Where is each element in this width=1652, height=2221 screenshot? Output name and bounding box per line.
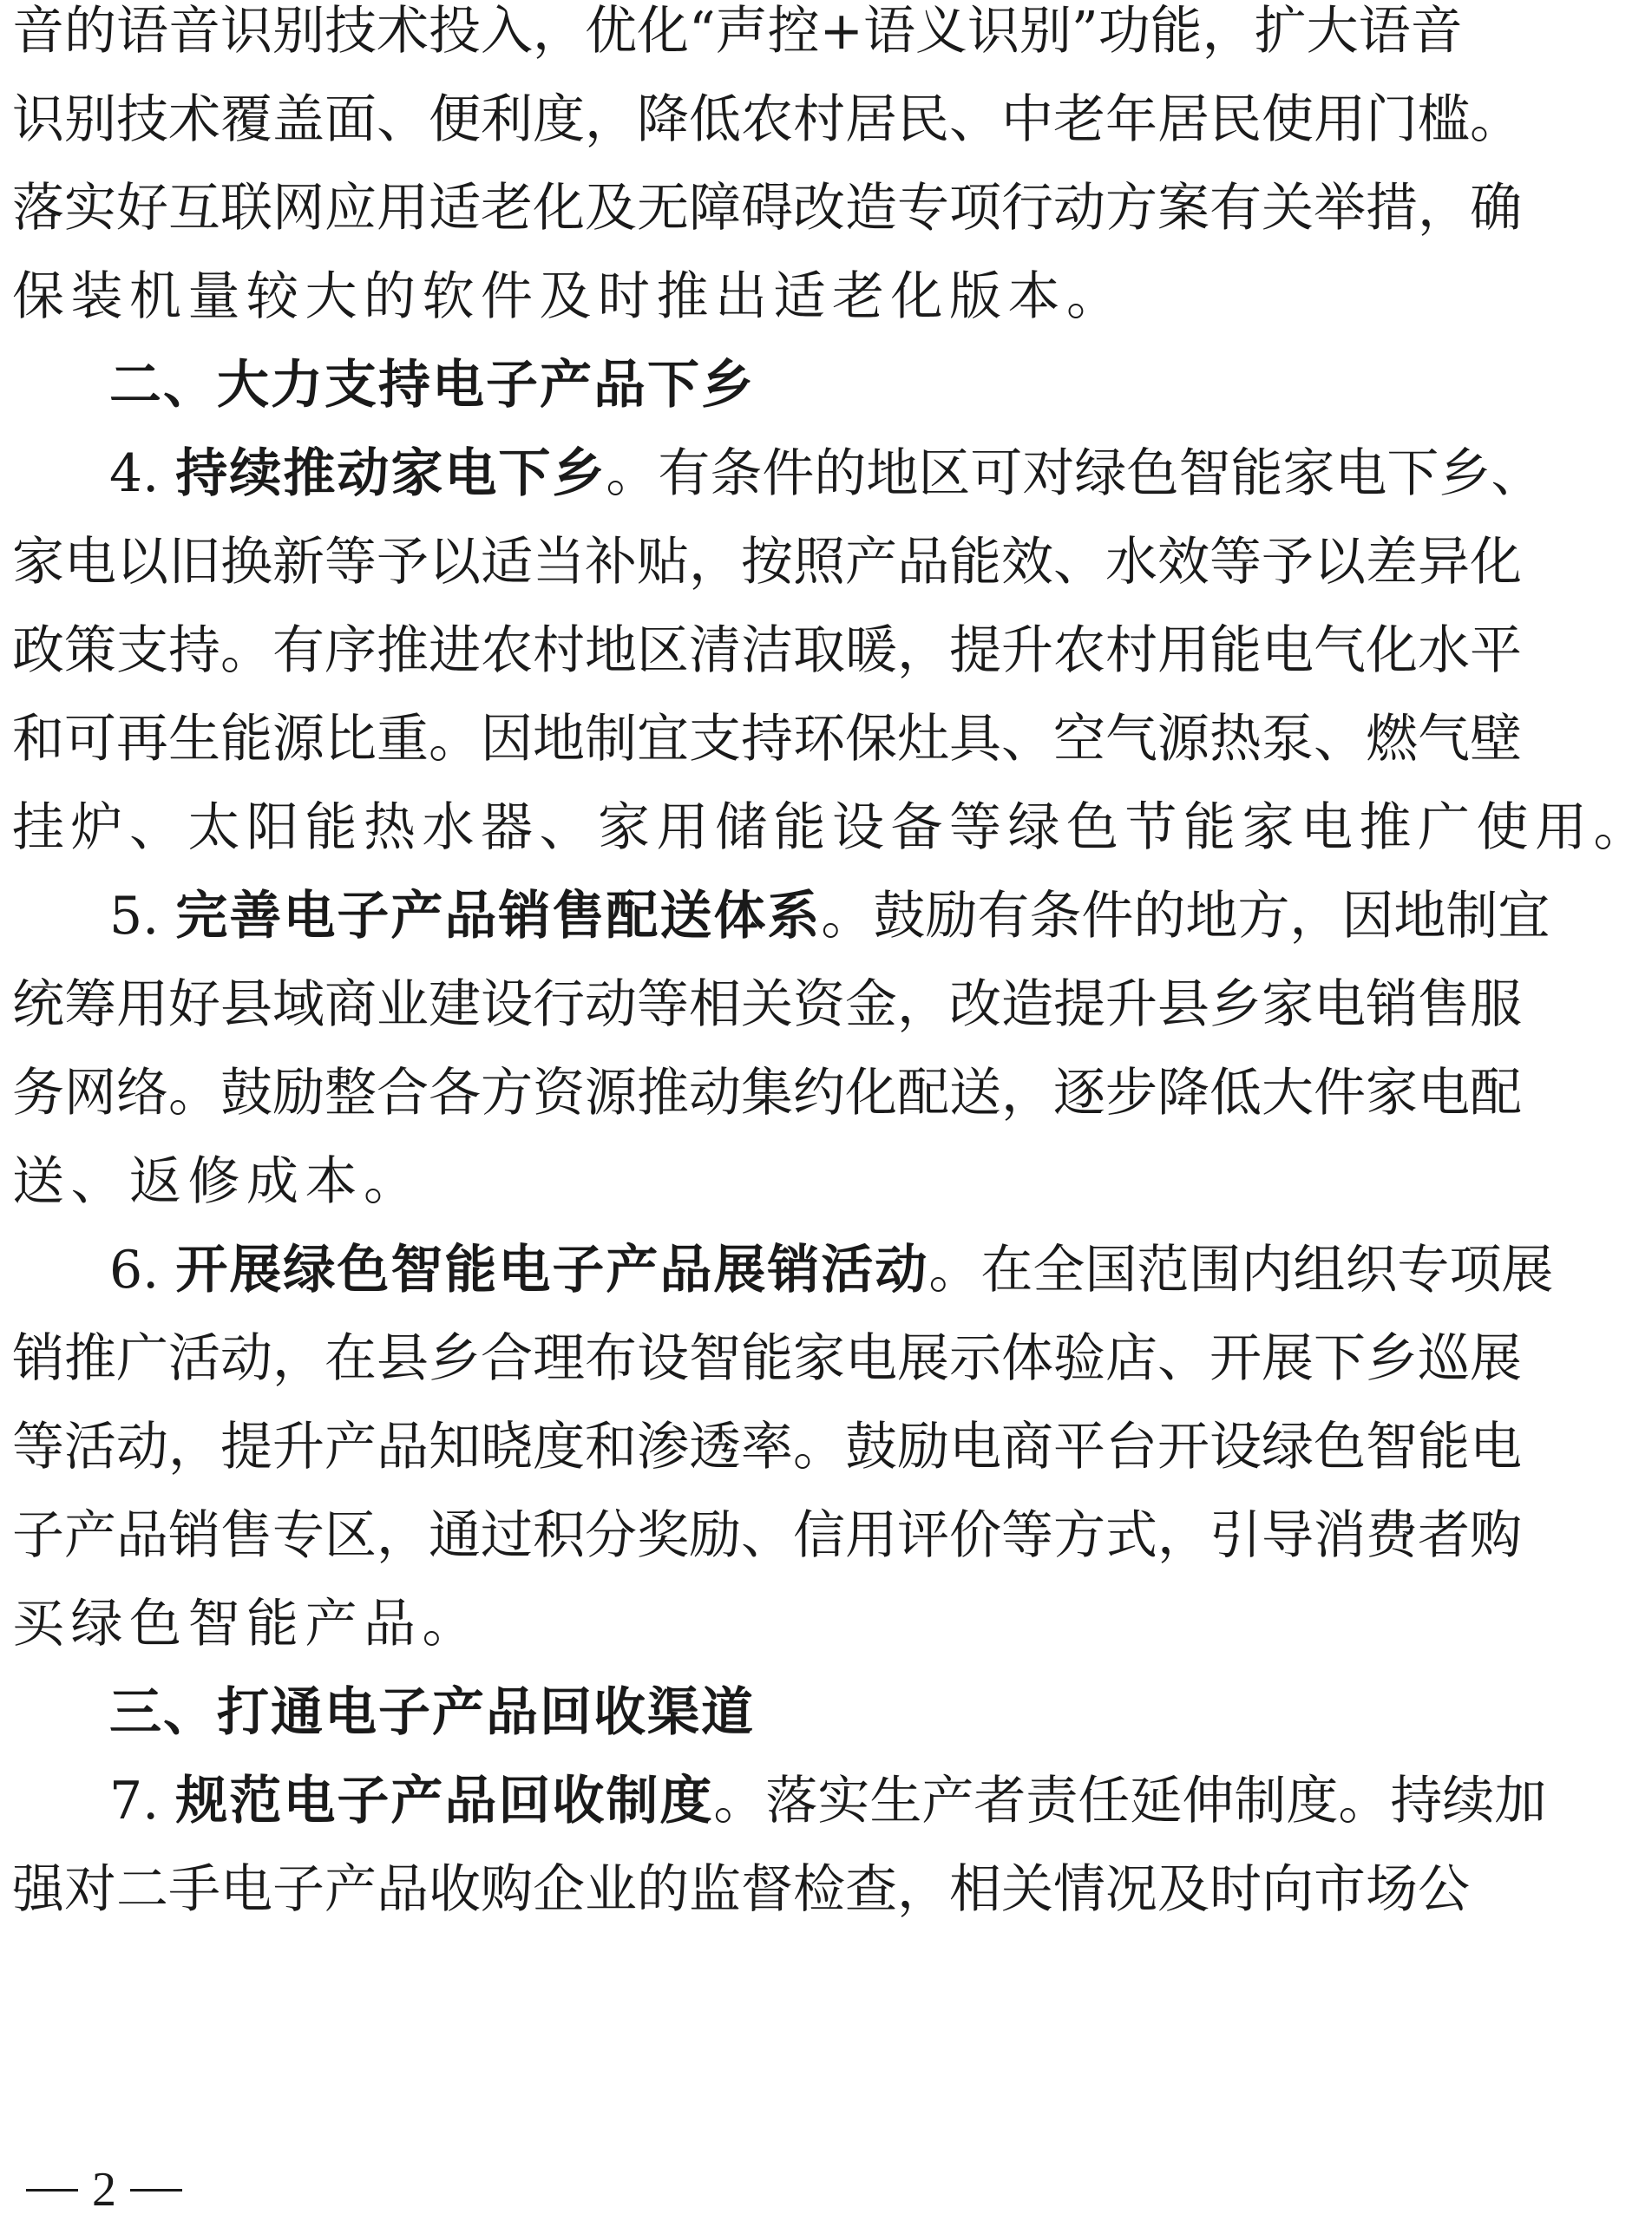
item-text: 。在全国范围内组织专项展 [928,1240,1554,1300]
paragraph-line: 统筹用好县域商业建设行动等相关资金，改造提升县乡家电销售服 [12,974,1522,1035]
item-text: 。落实生产者责任延伸制度。持续加 [713,1771,1547,1831]
paragraph-line: 政策支持。有序推进农村地区清洁取暖，提升农村用能电气化水平 [12,620,1522,681]
item-5-first-line [109,885,1550,947]
paragraph-line: 子产品销售专区，通过积分奖励、信用评价等方式，引导消费者购 [12,1505,1522,1566]
footer-dash-left [26,2189,78,2192]
section-heading: 二、大力支持电子产品下乡 [109,355,755,416]
page-number: 2 [92,2163,116,2217]
paragraph-line: 销推广活动，在县乡合理布设智能家电展示体验店、开展下乡巡展 [12,1328,1522,1389]
item-6-first-line [109,1239,1554,1301]
item-title: 开展绿色智能电子产品展销活动 [175,1240,929,1300]
paragraph-line: 识别技术覆盖面、便利度，降低农村居民、中老年居民使用门槛。 [12,89,1522,150]
paragraph-line: 保装机量较大的软件及时推出适老化版本。 [12,266,1125,327]
item-4-first-line [109,442,1544,505]
item-text: 。有条件的地区可对绿色智能家电下乡、 [606,443,1544,504]
item-7-first-line [109,1770,1547,1832]
section-heading: 三、打通电子产品回收渠道 [109,1682,755,1743]
paragraph-line: 挂炉、太阳能热水器、家用储能设备等绿色节能家电推广使用。 [12,797,1652,858]
item-number: 5. [109,886,176,947]
item-title: 持续推动家电下乡 [175,443,606,504]
paragraph-line: 送、返修成本。 [12,1151,423,1212]
item-number: 4. [109,443,176,504]
page-footer [26,2162,182,2218]
item-number: 7. [109,1771,176,1831]
paragraph-line: 等活动，提升产品知晓度和渗透率。鼓励电商平台开设绿色智能电 [12,1417,1522,1477]
paragraph-line: 音的语音识别技术投入，优化“声控+语义识别”功能，扩大语音 [12,1,1463,62]
paragraph-line: 和可再生能源比重。因地制宜支持环保灶具、空气源热泵、燃气壁 [12,709,1522,770]
paragraph-line: 务网络。鼓励整合各方资源推动集约化配送，逐步降低大件家电配 [12,1063,1522,1124]
item-number: 6. [109,1240,176,1300]
paragraph-line: 落实好互联网应用适老化及无障碍改造专项行动方案有关举措，确 [12,178,1522,239]
paragraph-line: 家电以旧换新等予以适当补贴，按照产品能效、水效等予以差异化 [12,532,1522,593]
item-title: 完善电子产品销售配送体系 [175,886,822,947]
item-text: 。鼓励有条件的地方，因地制宜 [821,886,1550,947]
paragraph-line: 强对二手电子产品收购企业的监督检查，相关情况及时向市场公 [12,1859,1470,1920]
footer-dash-right [130,2189,182,2192]
item-title: 规范电子产品回收制度 [175,1771,714,1831]
paragraph-line: 买绿色智能产品。 [12,1594,481,1654]
